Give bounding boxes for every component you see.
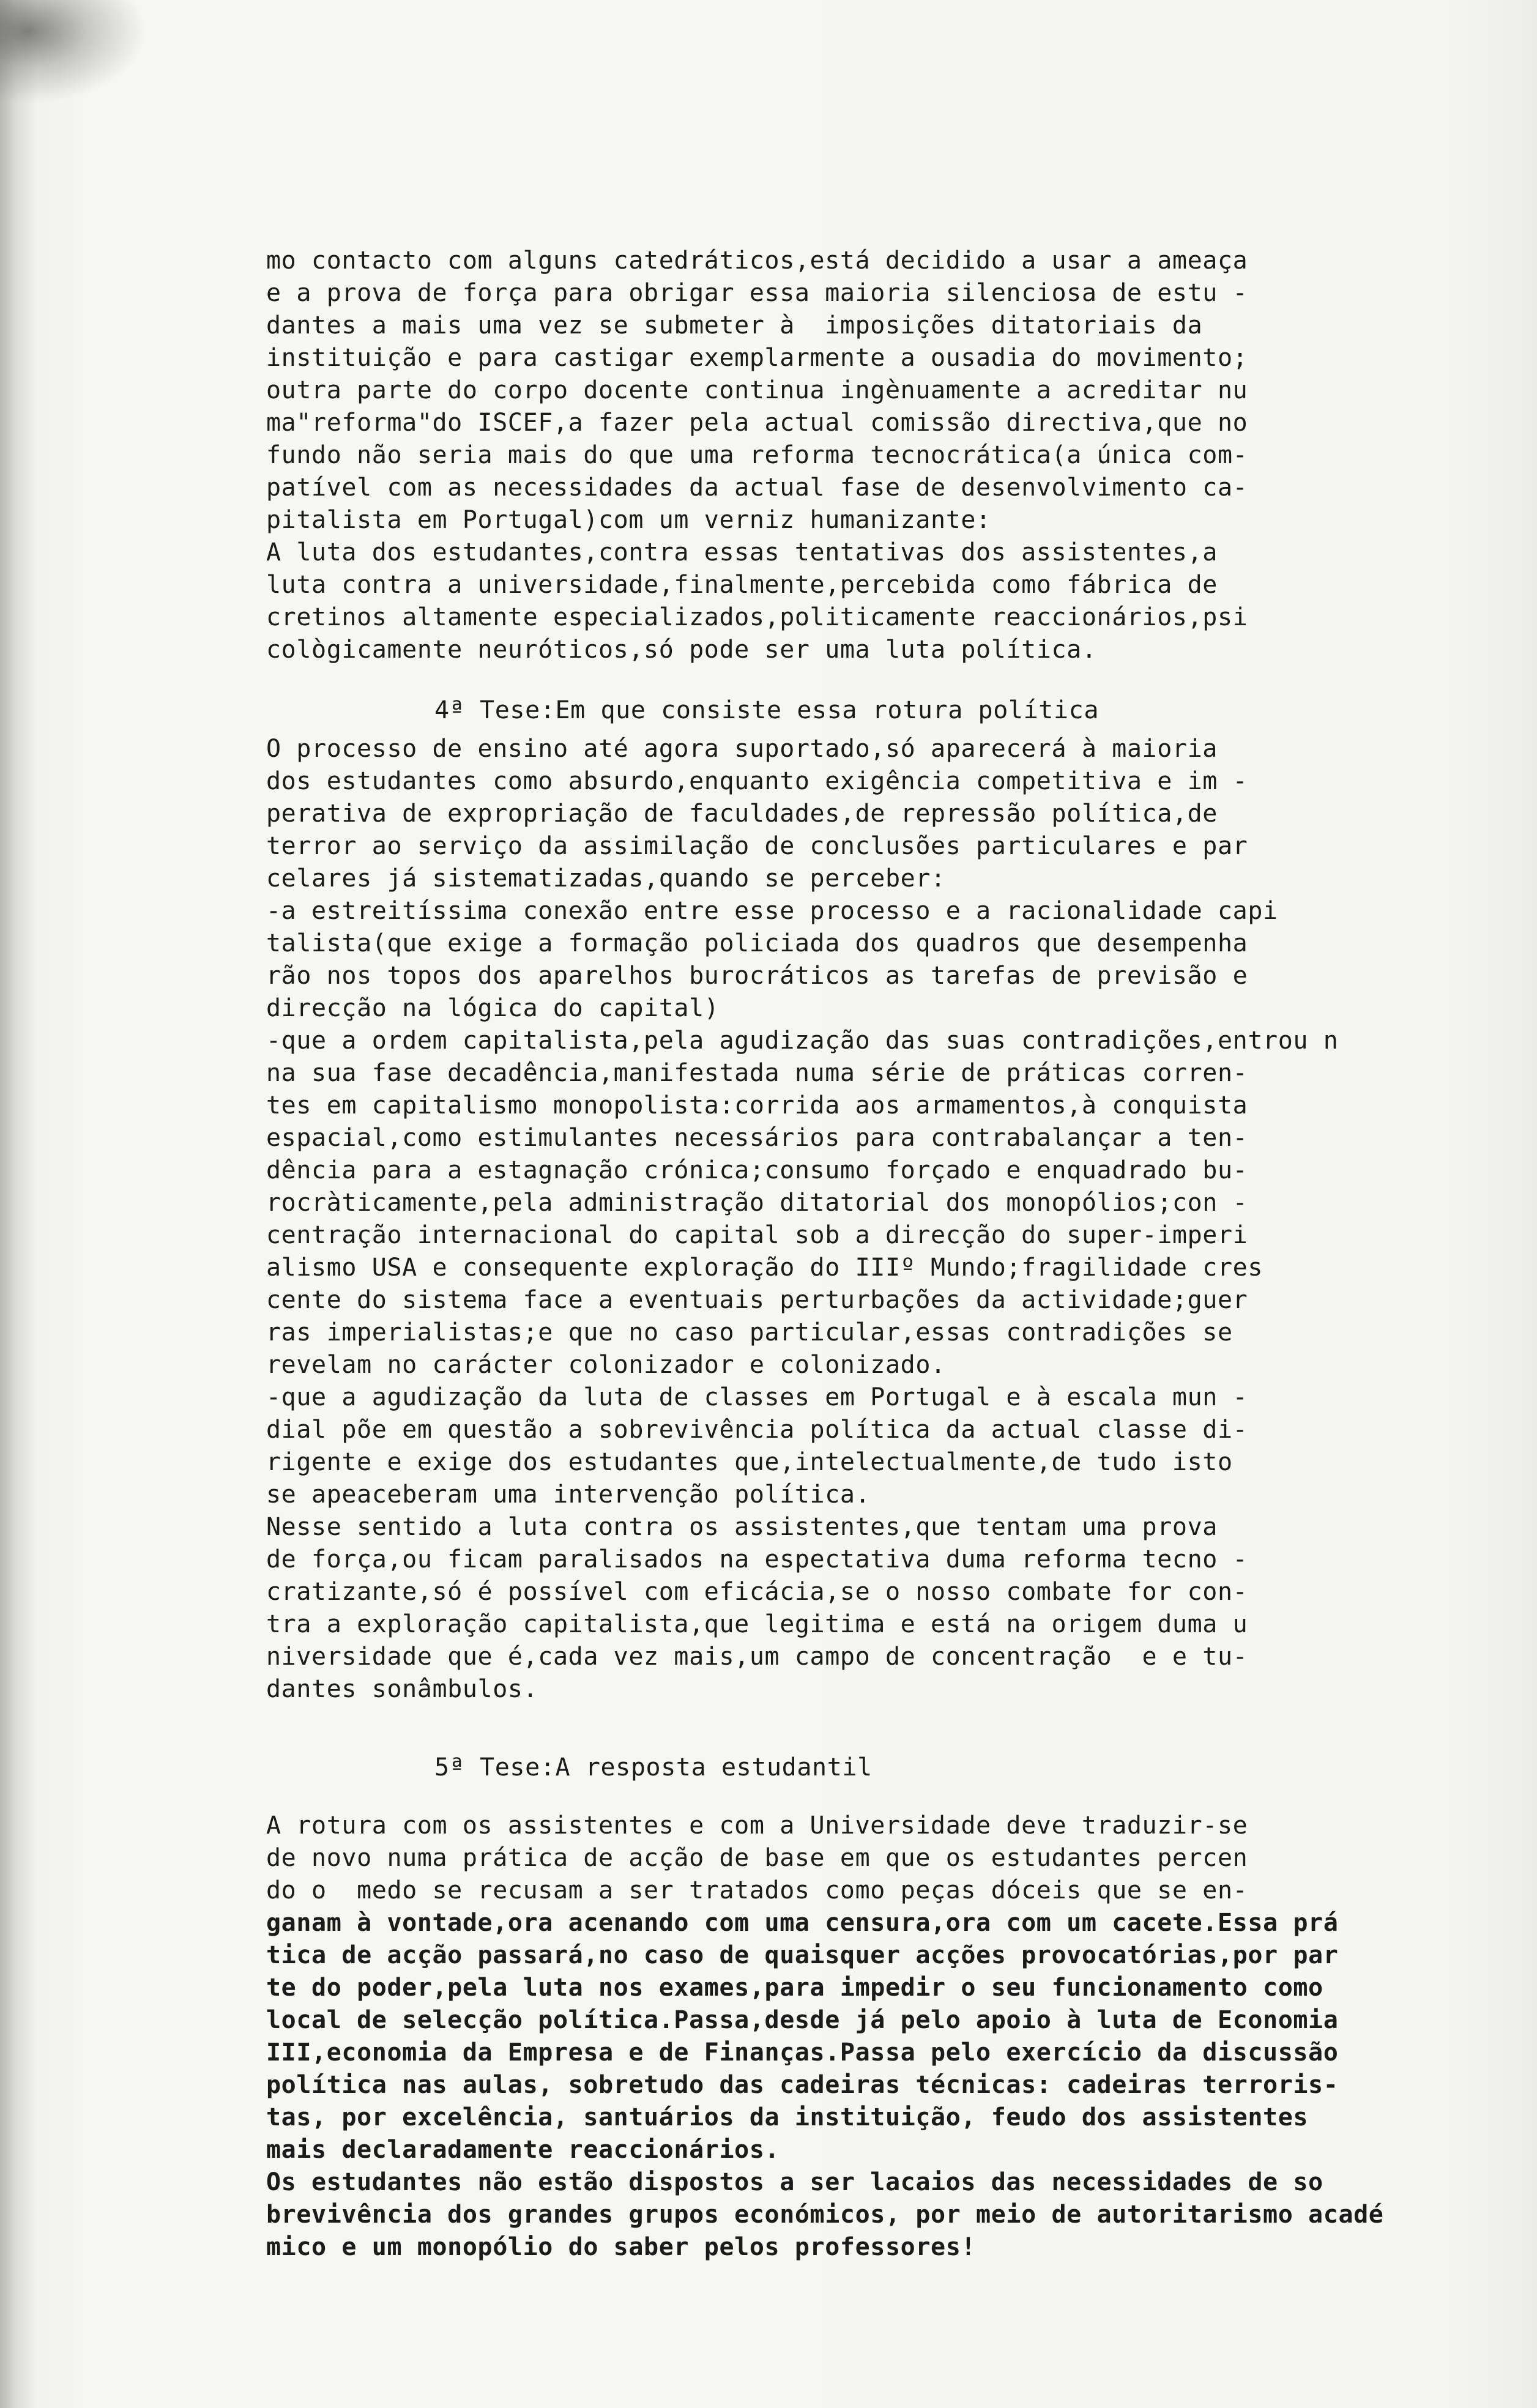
- text-line: e a prova de força para obrigar essa maioria silenciosa de estu -: [266, 279, 1248, 307]
- text-line: terror ao serviço da assimilação de conclusões particulares e par: [266, 832, 1248, 860]
- text-line: alismo USA e consequente exploração do IIIº Mundo;fragilidade cres: [266, 1254, 1263, 1282]
- text-line: III,economia da Empresa e de Finanças.Passa pelo exercício da discussão: [266, 2038, 1339, 2067]
- text-line: tas, por excelência, santuários da instituição, feudo dos assistentes: [266, 2103, 1309, 2131]
- text-line: fundo não seria mais do que uma reforma tecnocrática(a única com-: [266, 441, 1248, 469]
- text-line: mais declaradamente reaccionários.: [266, 2136, 780, 2164]
- text-line: tes em capitalismo monopolista:corrida aos armamentos,à conquista: [266, 1091, 1248, 1120]
- text-line: dantes sonâmbulos.: [266, 1675, 538, 1703]
- text-line: de novo numa prática de acção de base em que os estudantes percen: [266, 1844, 1248, 1872]
- text-line: celares já sistematizadas,quando se perceber:: [266, 864, 946, 893]
- text-line: de força,ou ficam paralisados na espectativa duma reforma tecno -: [266, 1545, 1248, 1574]
- text-line: cente do sistema face a eventuais perturbações da actividade;guer: [266, 1286, 1248, 1314]
- text-line: perativa de expropriação de faculdades,de repressão política,de: [266, 800, 1218, 828]
- text-line: mico e um monopólio do saber pelos professores!: [266, 2233, 977, 2261]
- text-line: cratizante,só é possível com eficácia,se o nosso combate for con-: [266, 1578, 1248, 1606]
- text-line: cretinos altamente especializados,politicamente reaccionários,psi: [266, 603, 1248, 631]
- text-line: local de selecção política.Passa,desde já pelo apoio à luta de Economia: [266, 2006, 1339, 2034]
- text-line: espacial,como estimulantes necessários para contrabalançar a ten-: [266, 1124, 1248, 1152]
- text-line: centração internacional do capital sob a direcção do super-imperi: [266, 1221, 1248, 1249]
- thesis-5-paragraph: [266, 1810, 1429, 2264]
- text-line: cològicamente neuróticos,só pode ser uma luta política.: [266, 636, 1097, 664]
- text-line: se apeaceberam uma intervenção política.: [266, 1481, 871, 1509]
- text-line: mo contacto com alguns catedráticos,está decidido a usar a ameaça: [266, 247, 1248, 275]
- text-line: ma"reforma"do ISCEF,a fazer pela actual comissão directiva,que no: [266, 409, 1248, 437]
- text-line: na sua fase decadência,manifestada numa série de práticas corren-: [266, 1059, 1248, 1087]
- text-line: tra a exploração capitalista,que legitima e está na origem duma u: [266, 1610, 1248, 1638]
- text-line: A rotura com os assistentes e com a Universidade deve traduzir-se: [266, 1812, 1248, 1840]
- text-line: A luta dos estudantes,contra essas tentativas dos assistentes,a: [266, 538, 1218, 567]
- text-line: do o medo se recusam a ser tratados como peças dóceis que se en-: [266, 1876, 1248, 1904]
- text-line: -que a ordem capitalista,pela agudização das suas contradições,entrou n: [266, 1027, 1339, 1055]
- typewritten-text: [266, 245, 1429, 2264]
- scan-corner-smudge: [0, 0, 147, 104]
- text-line: Os estudantes não estão dispostos a ser lacaios das necessidades de so: [266, 2168, 1323, 2196]
- thesis-4-paragraph: [266, 733, 1429, 1706]
- text-line: rocràticamente,pela administração ditatorial dos monopólios;con -: [266, 1189, 1248, 1217]
- text-line: outra parte do corpo docente continua ingènuamente a acreditar nu: [266, 376, 1248, 404]
- text-line: niversidade que é,cada vez mais,um campo de concentração e e tu-: [266, 1643, 1248, 1671]
- text-line: O processo de ensino até agora suportado,só aparecerá à maioria: [266, 735, 1218, 763]
- text-line: luta contra a universidade,finalmente,percebida como fábrica de: [266, 571, 1218, 599]
- text-line: talista(que exige a formação policiada dos quadros que desempenha: [266, 929, 1248, 957]
- text-line: direcção na lógica do capital): [266, 994, 720, 1022]
- text-line: te do poder,pela luta nos exames,para impedir o seu funcionamento como: [266, 1974, 1323, 2002]
- text-line: -que a agudização da luta de classes em Portugal e à escala mun -: [266, 1383, 1248, 1411]
- text-line: patível com as necessidades da actual fase de desenvolvimento ca-: [266, 474, 1248, 502]
- thesis-4-heading: 4ª Tese:Em que consiste essa rotura política: [434, 696, 1100, 724]
- thesis-5-heading: 5ª Tese:A resposta estudantil: [434, 1753, 873, 1782]
- text-line: ras imperialistas;e que no caso particular,essas contradições se: [266, 1318, 1233, 1347]
- text-line: brevivência dos grandes grupos económicos, por meio de autoritarismo acadé: [266, 2201, 1384, 2229]
- text-line: dantes a mais uma vez se submeter à imposições ditatoriais da: [266, 311, 1203, 340]
- text-line: tica de acção passará,no caso de quaisquer acções provocatórias,por par: [266, 1941, 1339, 1969]
- text-line: rão nos topos dos aparelhos burocráticos as tarefas de previsão e: [266, 962, 1248, 990]
- text-line: revelam no carácter colonizador e colonizado.: [266, 1351, 946, 1379]
- text-line: dência para a estagnação crónica;consumo forçado e enquadrado bu-: [266, 1156, 1248, 1184]
- text-line: -a estreitíssima conexão entre esse processo e a racionalidade capi: [266, 897, 1278, 925]
- text-line: dos estudantes como absurdo,enquanto exigência competitiva e im -: [266, 767, 1248, 795]
- text-line: política nas aulas, sobretudo das cadeiras técnicas: cadeiras terroris-: [266, 2071, 1339, 2099]
- text-line: dial põe em questão a sobrevivência política da actual classe di-: [266, 1416, 1248, 1444]
- scan-shadow-edge: [0, 0, 37, 2408]
- text-line: instituição e para castigar exemplarmente a ousadia do movimento;: [266, 344, 1248, 372]
- intro-paragraph: [266, 245, 1429, 666]
- text-line: pitalista em Portugal)com um verniz humanizante:: [266, 506, 991, 534]
- text-line: rigente e exige dos estudantes que,intelectualmente,de tudo isto: [266, 1448, 1233, 1476]
- text-line: Nesse sentido a luta contra os assistentes,que tentam uma prova: [266, 1513, 1218, 1541]
- text-line: ganam à vontade,ora acenando com uma censura,ora com um cacete.Essa prá: [266, 1909, 1339, 1937]
